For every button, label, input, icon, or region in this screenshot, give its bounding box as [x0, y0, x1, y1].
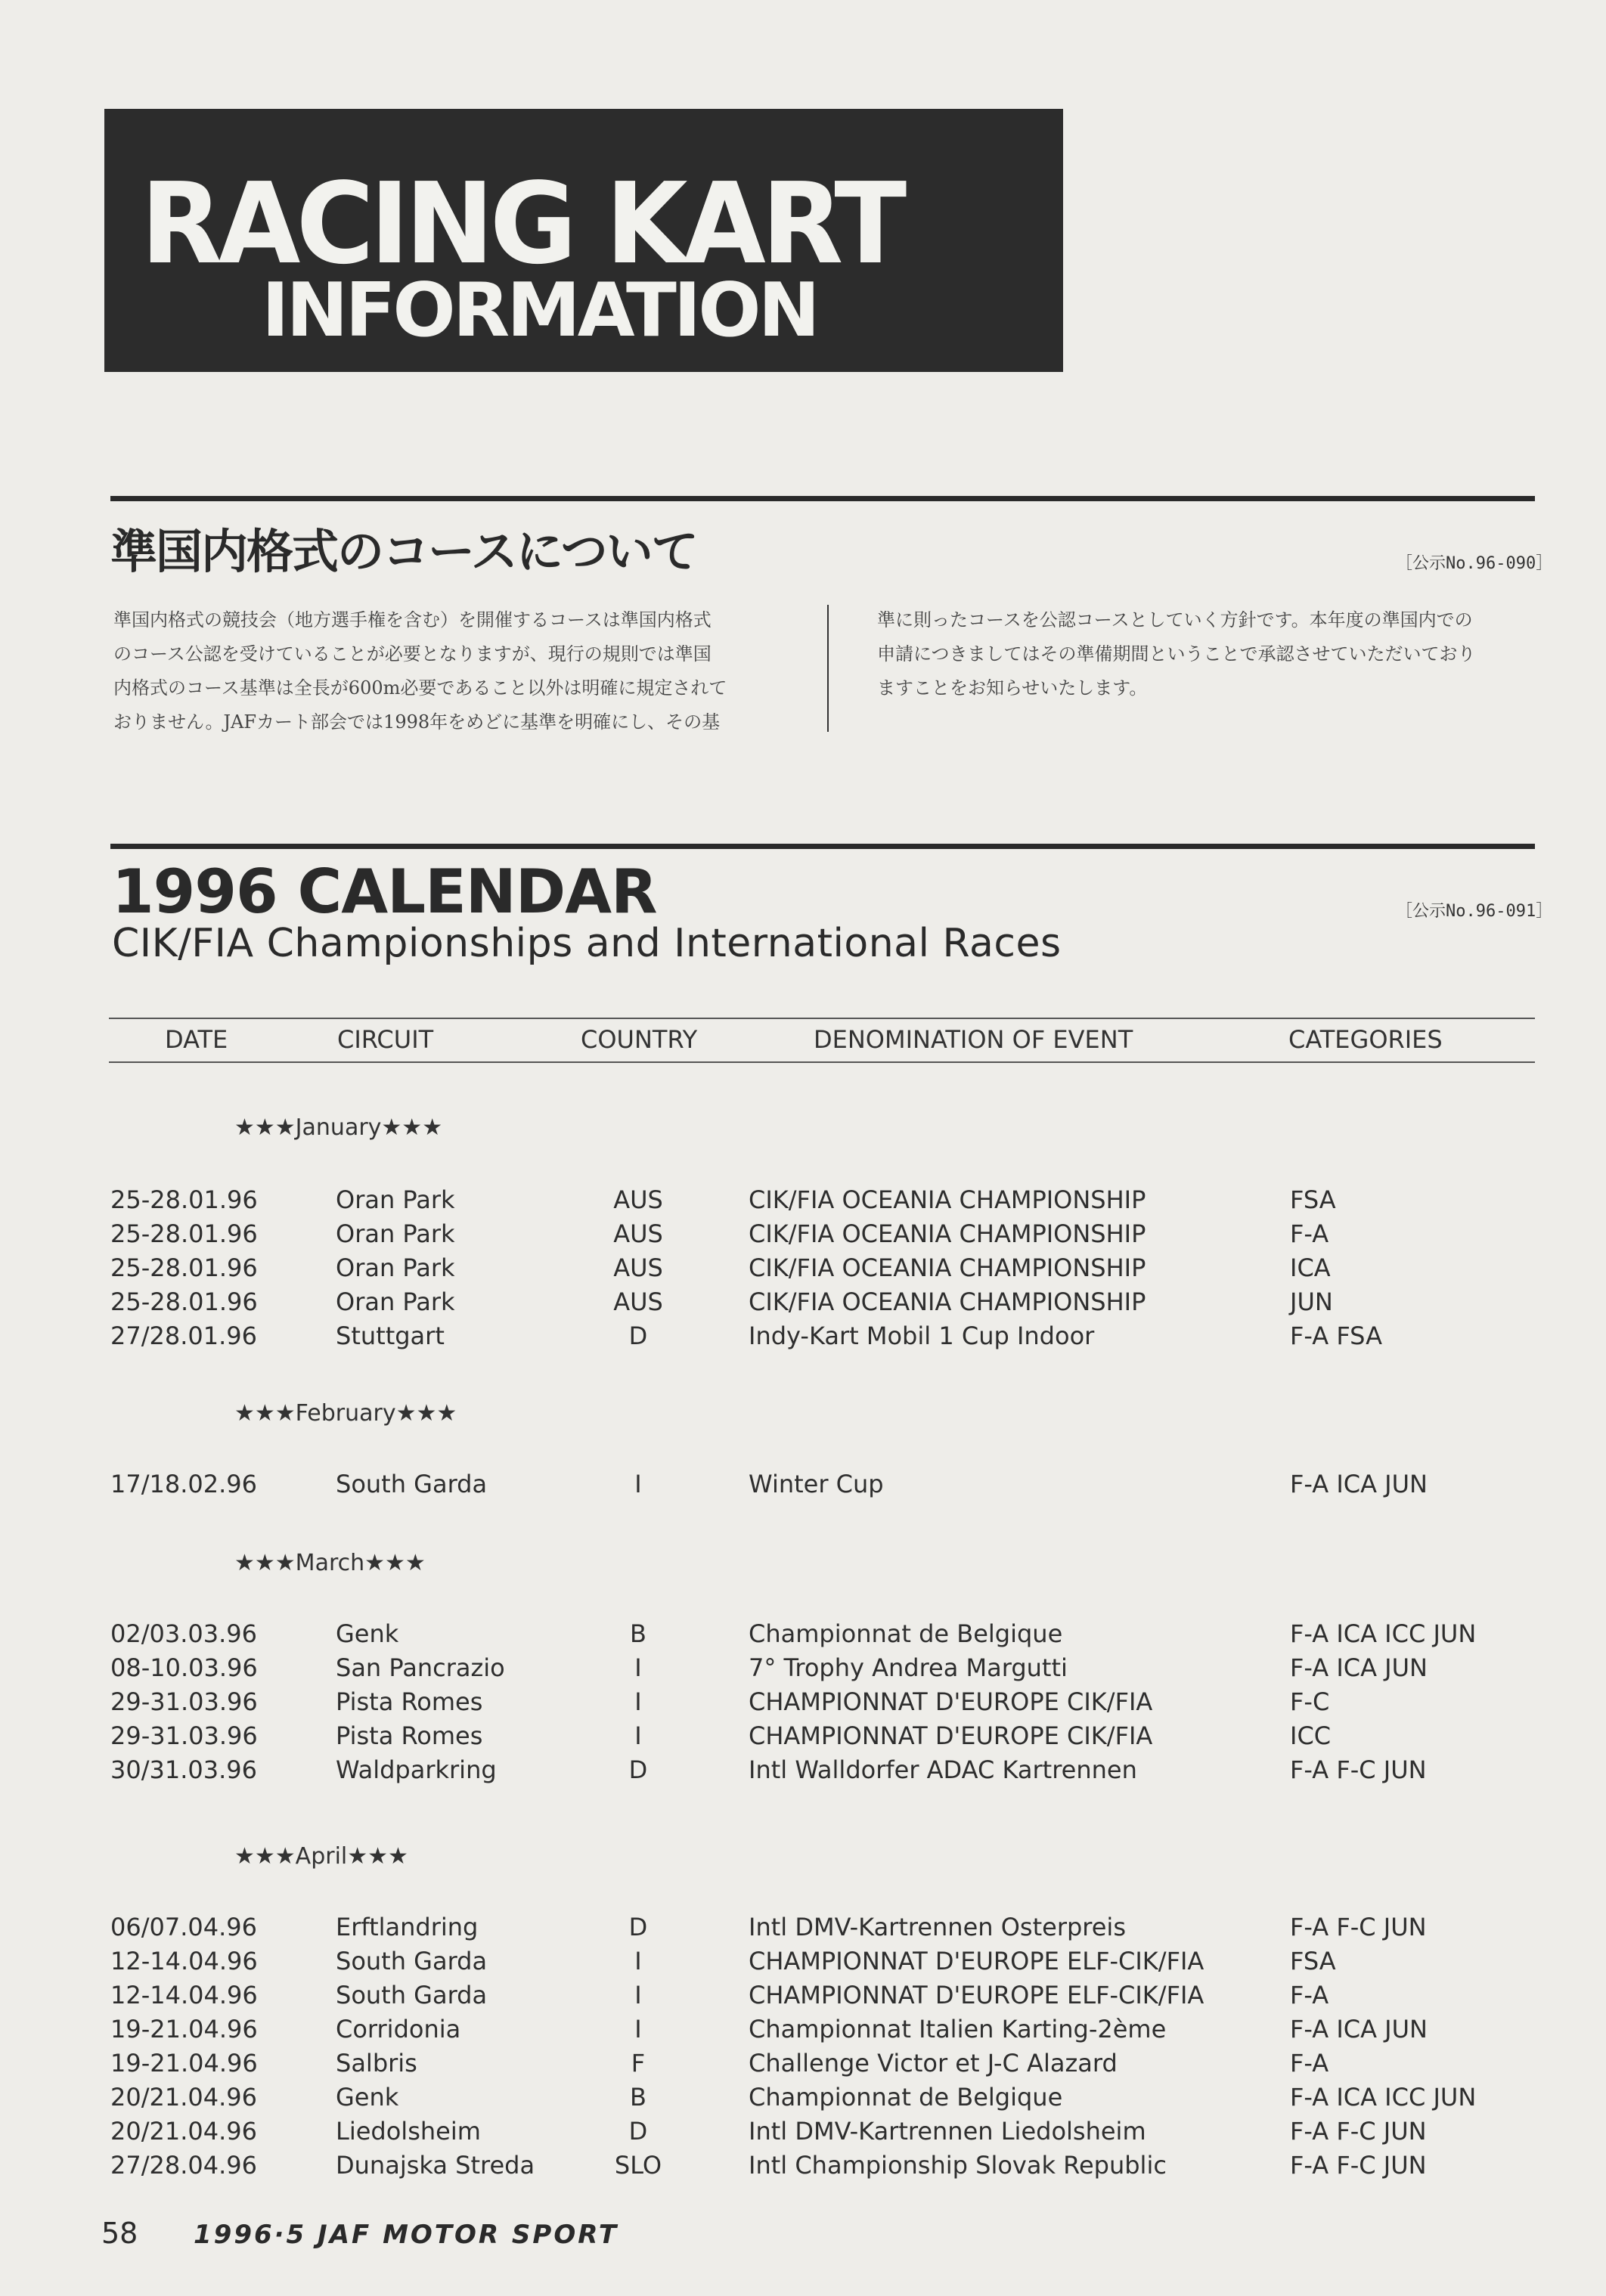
notice-column-left	[113, 603, 727, 739]
event-country: AUS	[613, 1219, 663, 1248]
calendar-reference: ［公示No.96-091］	[1396, 902, 1553, 921]
event-circuit: Salbris	[336, 2049, 417, 2078]
event-country: I	[634, 1981, 642, 2009]
event-name: CIK/FIA OCEANIA CHAMPIONSHIP	[749, 1185, 1146, 1214]
event-categories: F-A ICA ICC JUN	[1290, 1619, 1477, 1648]
notice-line: 内格式のコース基準は全長が600m必要であること以外は明確に規定されて	[113, 677, 727, 699]
event-country: AUS	[613, 1185, 663, 1214]
event-categories: F-A ICA JUN	[1290, 2015, 1428, 2043]
event-circuit: Liedolsheim	[336, 2117, 481, 2146]
section-rule-top	[110, 496, 1535, 501]
event-name: Championnat Italien Karting-2ème	[749, 2015, 1167, 2043]
event-name: CHAMPIONNAT D'EUROPE CIK/FIA	[749, 1687, 1153, 1716]
table-row	[0, 1913, 1606, 1943]
event-name: Championnat de Belgique	[749, 1619, 1063, 1648]
event-date: 29-31.03.96	[110, 1687, 258, 1716]
month-label-april: ★★★April★★★	[234, 1843, 408, 1870]
event-country: AUS	[613, 1253, 663, 1282]
table-row	[0, 1653, 1606, 1684]
table-row	[0, 1755, 1606, 1786]
event-name: Indy-Kart Mobil 1 Cup Indoor	[749, 1322, 1095, 1350]
event-date: 17/18.02.96	[110, 1470, 257, 1498]
event-country: D	[628, 1913, 648, 1941]
event-country: D	[628, 2117, 648, 2146]
event-categories: F-A F-C JUN	[1290, 2151, 1427, 2180]
banner-title-line2: INFORMATION	[262, 268, 817, 354]
table-row	[0, 2083, 1606, 2113]
event-date: 27/28.01.96	[110, 1322, 257, 1350]
event-date: 12-14.04.96	[110, 1981, 258, 2009]
calendar-title: 1996 CALENDAR	[112, 857, 657, 927]
event-circuit: Oran Park	[336, 1185, 455, 1214]
event-name: Challenge Victor et J-C Alazard	[749, 2049, 1118, 2078]
table-row	[0, 1721, 1606, 1752]
event-name: CHAMPIONNAT D'EUROPE ELF-CIK/FIA	[749, 1981, 1204, 2009]
event-circuit: Genk	[336, 2083, 399, 2112]
event-country: I	[634, 2015, 642, 2043]
event-date: 25-28.01.96	[110, 1219, 258, 1248]
event-date: 25-28.01.96	[110, 1253, 258, 1282]
event-circuit: Pista Romes	[336, 1721, 483, 1750]
event-categories: F-A	[1290, 1981, 1329, 2009]
event-circuit: Stuttgart	[336, 1322, 445, 1350]
event-circuit: San Pancrazio	[336, 1653, 505, 1682]
event-categories: F-A F-C JUN	[1290, 1755, 1427, 1784]
event-date: 19-21.04.96	[110, 2015, 258, 2043]
table-row	[0, 1947, 1606, 1977]
table-row	[0, 1981, 1606, 2011]
event-date: 20/21.04.96	[110, 2117, 257, 2146]
calendar-subtitle: CIK/FIA Championships and International Races	[112, 921, 1062, 966]
header-date: DATE	[165, 1025, 228, 1054]
event-name: Intl Walldorfer ADAC Kartrennen	[749, 1755, 1137, 1784]
event-categories: F-A F-C JUN	[1290, 1913, 1427, 1941]
notice-line: 準国内格式の競技会（地方選手権を含む）を開催するコースは準国内格式	[113, 609, 712, 631]
event-date: 29-31.03.96	[110, 1721, 258, 1750]
event-name: 7° Trophy Andrea Margutti	[749, 1653, 1068, 1682]
event-country: SLO	[614, 2151, 662, 2180]
notice-line: おりません。JAFカート部会では1998年をめどに基準を明確にし、その基	[113, 711, 721, 733]
event-name: Championnat de Belgique	[749, 2083, 1063, 2112]
event-country: I	[634, 1470, 642, 1498]
event-name: Intl DMV-Kartrennen Liedolsheim	[749, 2117, 1146, 2146]
page-number: 58	[101, 2217, 138, 2250]
event-country: D	[628, 1755, 648, 1784]
table-row	[0, 1219, 1606, 1250]
column-divider	[827, 605, 829, 732]
event-categories: FSA	[1290, 1185, 1336, 1214]
table-row	[0, 1287, 1606, 1318]
section-rule-calendar	[110, 844, 1535, 849]
table-row	[0, 1185, 1606, 1216]
event-date: 08-10.03.96	[110, 1653, 258, 1682]
event-country: AUS	[613, 1287, 663, 1316]
magazine-footer: 1996·5 JAF MOTOR SPORT	[194, 2220, 619, 2250]
notice-heading: 準国内格式のコースについて	[110, 524, 697, 579]
event-country: I	[634, 1653, 642, 1682]
event-categories: F-A	[1290, 2049, 1329, 2078]
month-label-february: ★★★February★★★	[234, 1400, 457, 1427]
table-row	[0, 1687, 1606, 1718]
table-row	[0, 1619, 1606, 1650]
event-categories: F-A ICA JUN	[1290, 1470, 1428, 1498]
header-event: DENOMINATION OF EVENT	[814, 1025, 1133, 1054]
table-row	[0, 2117, 1606, 2147]
event-categories: F-A ICA JUN	[1290, 1653, 1428, 1682]
event-circuit: Erftlandring	[336, 1913, 479, 1941]
event-name: CHAMPIONNAT D'EUROPE ELF-CIK/FIA	[749, 1947, 1204, 1975]
event-country: D	[628, 1322, 648, 1350]
event-categories: ICA	[1290, 1253, 1331, 1282]
event-categories: F-A FSA	[1290, 1322, 1382, 1350]
event-name: CHAMPIONNAT D'EUROPE CIK/FIA	[749, 1721, 1153, 1750]
month-label-march: ★★★March★★★	[234, 1550, 426, 1576]
event-circuit: Dunajska Streda	[336, 2151, 535, 2180]
header-categories: CATEGORIES	[1288, 1025, 1443, 1054]
event-name: Intl Championship Slovak Republic	[749, 2151, 1167, 2180]
event-name: Intl DMV-Kartrennen Osterpreis	[749, 1913, 1126, 1941]
header-circuit: CIRCUIT	[337, 1025, 434, 1054]
event-date: 06/07.04.96	[110, 1913, 257, 1941]
event-circuit: Corridonia	[336, 2015, 461, 2043]
header-country: COUNTRY	[581, 1025, 698, 1054]
table-row	[0, 2151, 1606, 2181]
notice-reference: ［公示No.96-090］	[1396, 554, 1553, 573]
event-circuit: South Garda	[336, 1981, 488, 2009]
event-categories: F-A F-C JUN	[1290, 2117, 1427, 2146]
table-row	[0, 2049, 1606, 2079]
banner-title-line1: RACING KART	[141, 159, 903, 289]
event-circuit: Waldparkring	[336, 1755, 497, 1784]
event-categories: JUN	[1290, 1287, 1333, 1316]
event-country: F	[631, 2049, 646, 2078]
notice-line: 申請につきましてはその準備期間ということで承認させていただいており	[877, 643, 1476, 665]
event-categories: F-C	[1290, 1687, 1330, 1716]
event-country: I	[634, 1721, 642, 1750]
event-categories: FSA	[1290, 1947, 1336, 1975]
event-circuit: South Garda	[336, 1470, 488, 1498]
table-row	[0, 1253, 1606, 1284]
table-row	[0, 1470, 1606, 1500]
event-name: CIK/FIA OCEANIA CHAMPIONSHIP	[749, 1287, 1146, 1316]
event-date: 25-28.01.96	[110, 1185, 258, 1214]
event-circuit: Pista Romes	[336, 1687, 483, 1716]
event-date: 19-21.04.96	[110, 2049, 258, 2078]
table-row	[0, 2015, 1606, 2045]
event-circuit: Oran Park	[336, 1287, 455, 1316]
event-date: 02/03.03.96	[110, 1619, 257, 1648]
event-date: 20/21.04.96	[110, 2083, 257, 2112]
event-categories: F-A	[1290, 1219, 1329, 1248]
event-date: 12-14.04.96	[110, 1947, 258, 1975]
event-name: CIK/FIA OCEANIA CHAMPIONSHIP	[749, 1253, 1146, 1282]
notice-line: のコース公認を受けていることが必要となりますが、現行の規則では準国	[113, 643, 712, 665]
notice-column-right	[877, 603, 1476, 705]
event-country: B	[630, 2083, 646, 2112]
month-label-january: ★★★January★★★	[234, 1114, 443, 1141]
event-country: B	[630, 1619, 646, 1648]
event-circuit: Oran Park	[336, 1219, 455, 1248]
table-row	[0, 1322, 1606, 1352]
event-circuit: South Garda	[336, 1947, 488, 1975]
event-categories: F-A ICA ICC JUN	[1290, 2083, 1477, 2112]
event-name: Winter Cup	[749, 1470, 884, 1498]
event-circuit: Genk	[336, 1619, 399, 1648]
event-country: I	[634, 1687, 642, 1716]
event-date: 30/31.03.96	[110, 1755, 257, 1784]
table-header-rule-top	[109, 1018, 1535, 1019]
event-date: 25-28.01.96	[110, 1287, 258, 1316]
title-banner	[104, 109, 1063, 372]
table-header-rule-bottom	[109, 1061, 1535, 1063]
event-categories: ICC	[1290, 1721, 1332, 1750]
event-date: 27/28.04.96	[110, 2151, 257, 2180]
notice-line: ますことをお知らせいたします。	[877, 677, 1148, 699]
event-circuit: Oran Park	[336, 1253, 455, 1282]
event-name: CIK/FIA OCEANIA CHAMPIONSHIP	[749, 1219, 1146, 1248]
event-country: I	[634, 1947, 642, 1975]
notice-line: 準に則ったコースを公認コースとしていく方針です。本年度の準国内での	[877, 609, 1473, 631]
